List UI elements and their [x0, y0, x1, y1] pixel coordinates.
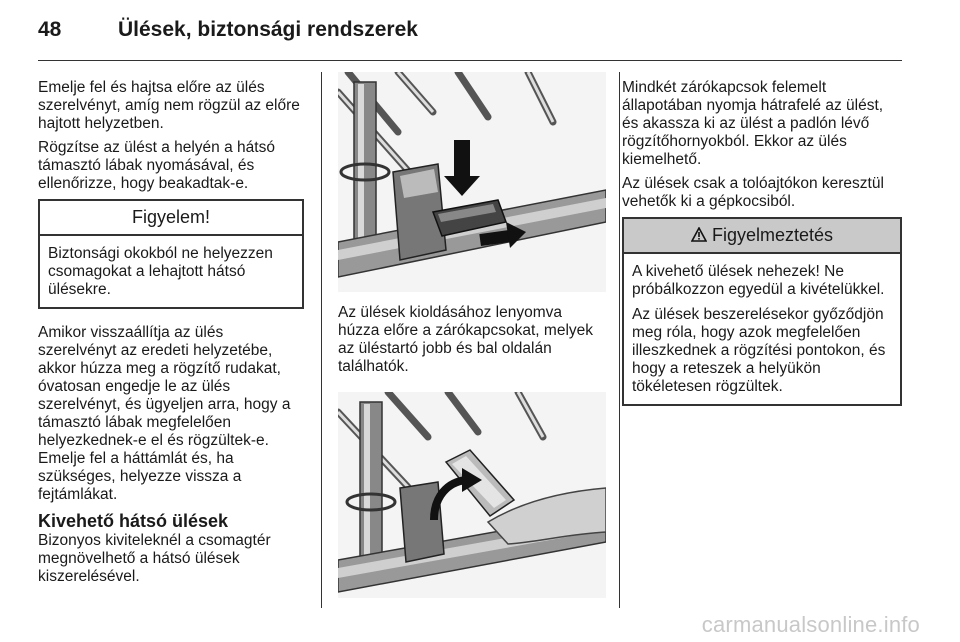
warning-title: Figyelmeztetés: [711, 225, 834, 245]
column-divider: [321, 72, 322, 608]
paragraph: Emelje fel és hajtsa előre az ülés szerelvényt, amíg nem rögzül az előre hajtott helyzetben.: [38, 79, 300, 132]
notice-title: Figyelem!: [40, 201, 302, 236]
paragraph: Rögzítse az ülést a helyén a hátsó támasztó lábak nyomásával, és ellenőrizze, hogy beakadtak-e.: [38, 139, 275, 192]
warning-text: A kivehető ülések nehezek! Ne próbálkozzon egyedül a kivételükkel.: [632, 263, 885, 298]
paragraph: Mindkét zárókapcsok felemelt állapotában nyomja hátrafelé az ülést, és akassza ki az ülést a padlón lévő rögzítőhornyokból. Ekkor az ülés kiemelhető.: [622, 79, 884, 168]
warning-box: [622, 217, 902, 406]
paragraph: Amikor visszaállítja az ülés szerelvényt az eredeti helyzetébe, akkor húzza meg a rögzítő rudakat, óvatosan engedje le az ülés szerelvényt, és ügyeljen arra, hogy a támasztó lábak megfelelően helyezkednek-e el és rögzültek-e. Emelje fel a háttámlát és, ha szükséges, helyezze vissza a fejtámlákat.: [38, 324, 291, 503]
notice-box: [38, 199, 304, 309]
column-right: [622, 79, 902, 406]
page-title: Ülések, biztonsági rendszerek: [118, 18, 418, 41]
paragraph: Az ülések csak a tolóajtókon keresztül vehetők ki a gépkocsiból.: [622, 175, 884, 210]
seat-latch-illustration: [338, 72, 606, 292]
column-middle: [338, 72, 606, 598]
page-header: [38, 18, 918, 48]
watermark: carmanualsonline.info: [701, 612, 920, 637]
warning-header: [624, 219, 900, 254]
page-number: 48: [38, 18, 62, 41]
section-heading: Kivehető hátsó ülések: [38, 511, 229, 531]
illustration-caption: Az ülések kioldásához lenyomva húzza előre a zárókapcsokat, melyek az üléstartó jobb és bal oldalán találhatók.: [338, 304, 594, 375]
warning-triangle-icon: [691, 225, 712, 245]
paragraph: Bizonyos kiviteleknél a csomagtér megnövelhető a hátsó ülések kiszerelésével.: [38, 532, 271, 585]
column-left: [38, 79, 304, 592]
warning-text: Az ülések beszerelésekor győződjön meg róla, hogy azok megfelelően illeszkednek a rögzítési pontokon, és hogy a reteszek a helyükön tökéletesen rögzültek.: [632, 306, 886, 395]
header-rule: [38, 60, 902, 61]
notice-text: Biztonsági okokból ne helyezzen csomagokat a lehajtott hátsó ülésekre.: [48, 245, 273, 298]
column-divider: [619, 72, 620, 608]
seat-lift-illustration: [338, 392, 606, 598]
